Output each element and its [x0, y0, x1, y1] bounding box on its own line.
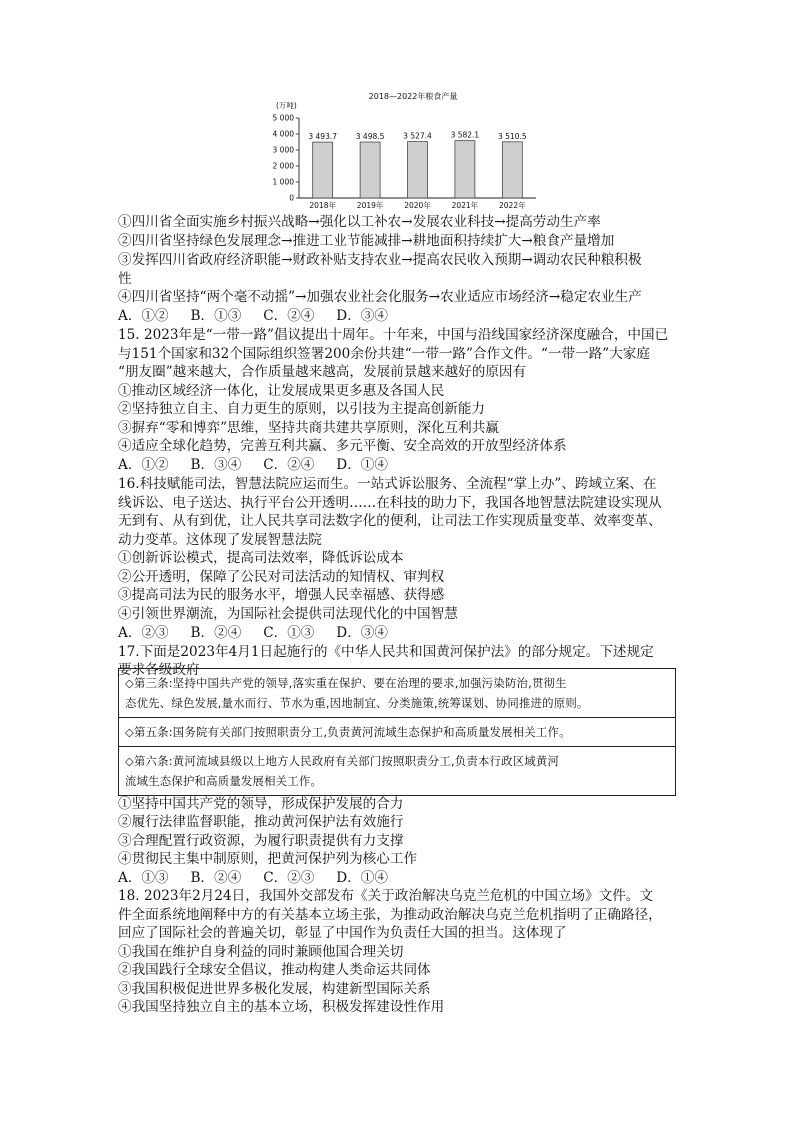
- q14-option-3: ③发挥四川省政府经济职能→财政补贴支持农业→提高农民收入预期→调动农民种粮积极: [118, 252, 642, 268]
- article-6-line-1: ◇第六条:黄河流域县级以上地方人民政府有关部门按照职责分工,负责本行政区域黄河: [125, 754, 560, 768]
- q15-item-3: ③摒弃“零和博弈”思维，坚持共商共建共享原则，深化互利共赢: [118, 420, 499, 436]
- bar-value-label: 3 527.4: [403, 131, 432, 141]
- q17-stem-1: 17.下面是2023年4月1日起施行的《中华人民共和国黄河保护法》的部分规定。下述规定: [118, 644, 654, 660]
- chart-y-unit: (万吨): [276, 101, 297, 110]
- q14-option-1: ①四川省全面实施乡村振兴战略→强化以工补农→发展农业科技→提高劳动生产率: [118, 214, 601, 230]
- q14-option-2: ②四川省坚持绿色发展理念→推进工业节能减排→耕地面积持续扩大→粮食产量增加: [118, 233, 615, 249]
- y-tick-label: 3 000: [272, 145, 294, 155]
- article-5-line-1: ◇第五条:国务院有关部门按照职责分工,负责黄河流域生态保护和高质量发展相关工作。: [125, 725, 571, 739]
- q17-item-2: ②履行法律监督职能，推动黄河保护法有效施行: [118, 814, 404, 830]
- q14-option-4: ④四川省坚持“两个毫不动摇”→加强农业社会化服务→农业适应市场经济→稳定农业生产: [118, 289, 642, 305]
- q16-item-2: ②公开透明，保障了公民对司法活动的知情权、审判权: [118, 569, 445, 585]
- q16-stem-2: 线诉讼、电子送达、执行平台公开透明……在科技的助力下，我国各地智慧法院建设实现从: [118, 495, 662, 511]
- article-5: [119, 718, 675, 747]
- q16-choices: A．②③ B．②④ C．①③ D．③④: [118, 625, 388, 641]
- bar-2019年: [360, 142, 380, 198]
- law-provisions-box: [118, 668, 676, 796]
- x-tick-label: 2022年: [499, 201, 526, 210]
- article-6: [119, 747, 675, 795]
- q14-option-3-cont: 性: [118, 271, 132, 287]
- bar-2018年: [313, 142, 333, 198]
- q18-stem-1: 18. 2023年2月24日，我国外交部发布《关于政治解决乌克兰危机的中国立场》文件。文: [118, 888, 654, 904]
- q16-item-1: ①创新诉讼模式，提高司法效率，降低诉讼成本: [118, 550, 404, 566]
- bar-2022年: [502, 142, 522, 198]
- article-6-line-2: 流域生态保护和高质量发展相关工作。: [125, 774, 323, 788]
- q17-item-3: ③合理配置行政资源，为履行职责提供有力支撑: [118, 833, 404, 849]
- q16-stem-1: 16.科技赋能司法，智慧法院应运而生。一站式诉讼服务、全流程“掌上办”、跨域立案、在: [118, 476, 657, 492]
- x-tick-label: 2021年: [451, 201, 479, 210]
- q16-stem-3: 无到有、从有到优，让人民共享司法数字化的便利，让司法工作实现质量变革、效率变革、: [118, 513, 662, 529]
- bar-value-label: 3 510.5: [497, 131, 527, 141]
- q15-stem-2: 与151个国家和32个国际组织签署200余份共建“一带一路”合作文件。“一带一路”大家庭: [118, 346, 650, 362]
- q15-stem-3: “朋友圈”越来越大，合作质量越来越高，发展前景越来越好的原因有: [118, 364, 527, 380]
- q17-choices: A．①③ B．②④ C．②③ D．①④: [118, 870, 388, 886]
- grain-output-bar-chart: [262, 86, 552, 216]
- y-tick-label: 0: [289, 193, 294, 203]
- q15-item-4: ④适应全球化趋势，完善互利共赢、多元平衡、安全高效的开放型经济体系: [118, 438, 567, 454]
- bar-2020年: [408, 142, 428, 198]
- x-tick-label: 2018年: [309, 201, 336, 210]
- q17-stem-2: 要求各级政府: [118, 662, 200, 678]
- q17-item-1: ①坚持中国共产党的领导，形成保护发展的合力: [118, 796, 404, 812]
- q14-choices: A．①② B．①③ C．②④ D．③④: [118, 308, 388, 324]
- q18-item-1: ①我国在维护自身利益的同时兼顾他国合理关切: [118, 944, 404, 960]
- q18-stem-2: 件全面系统地阐释中方的有关基本立场主张，为推动政治解决乌克兰危机指明了正确路径，: [118, 907, 662, 923]
- bar-value-label: 3 498.5: [355, 132, 385, 142]
- chart-title: 2018—2022年粮食产量: [368, 92, 458, 101]
- q15-choices: A．①② B．③④ C．②④ D．①④: [118, 457, 388, 473]
- article-3-line-2: 态优先、绿色发展,量水而行、节水为重,因地制宜、分类施策,统筹谋划、协同推进的原则。: [125, 696, 589, 710]
- q15-item-1: ①推动区域经济一体化，让发展成果更多惠及各国人民: [118, 383, 445, 399]
- q16-item-3: ③提高司法为民的服务水平，增强人民幸福感、获得感: [118, 587, 445, 603]
- x-tick-label: 2020年: [404, 201, 431, 210]
- bar-value-label: 3 582.1: [450, 130, 480, 140]
- q17-item-4: ④贯彻民主集中制原则，把黄河保护列为核心工作: [118, 851, 418, 867]
- q18-item-4: ④我国坚持独立自主的基本立场，积极发挥建设性作用: [118, 999, 445, 1015]
- q18-item-3: ③我国积极促进世界多极化发展，构建新型国际关系: [118, 981, 431, 997]
- x-tick-label: 2019年: [356, 201, 384, 210]
- q15-item-2: ②坚持独立自主、自力更生的原则，以引技为主提高创新能力: [118, 401, 486, 417]
- q15-stem-1: 15. 2023年是“一带一路”倡议提出十周年。十年来，中国与沿线国家经济深度融合，中国已: [118, 327, 669, 343]
- q18-item-2: ②我国践行全球安全倡议，推动构建人类命运共同体: [118, 962, 431, 978]
- y-tick-label: 5 000: [272, 113, 294, 123]
- article-3: [119, 669, 675, 718]
- y-tick-label: 4 000: [272, 129, 294, 139]
- bar-2021年: [455, 141, 475, 198]
- q18-stem-3: 回应了国际社会的普遍关切，彰显了中国作为负责任大国的担当。这体现了: [118, 925, 567, 941]
- article-3-line-1: ◇第三条:坚持中国共产党的领导,落实重在保护、要在治理的要求,加强污染防治,贯彻生: [125, 676, 567, 690]
- bar-value-label: 3 493.7: [308, 132, 338, 142]
- y-tick-label: 1 000: [272, 177, 294, 187]
- q16-stem-4: 动力变革。这体现了发展智慧法院: [118, 532, 322, 548]
- q16-item-4: ④引领世界潮流，为国际社会提供司法现代化的中国智慧: [118, 606, 458, 622]
- y-tick-label: 2 000: [272, 161, 294, 171]
